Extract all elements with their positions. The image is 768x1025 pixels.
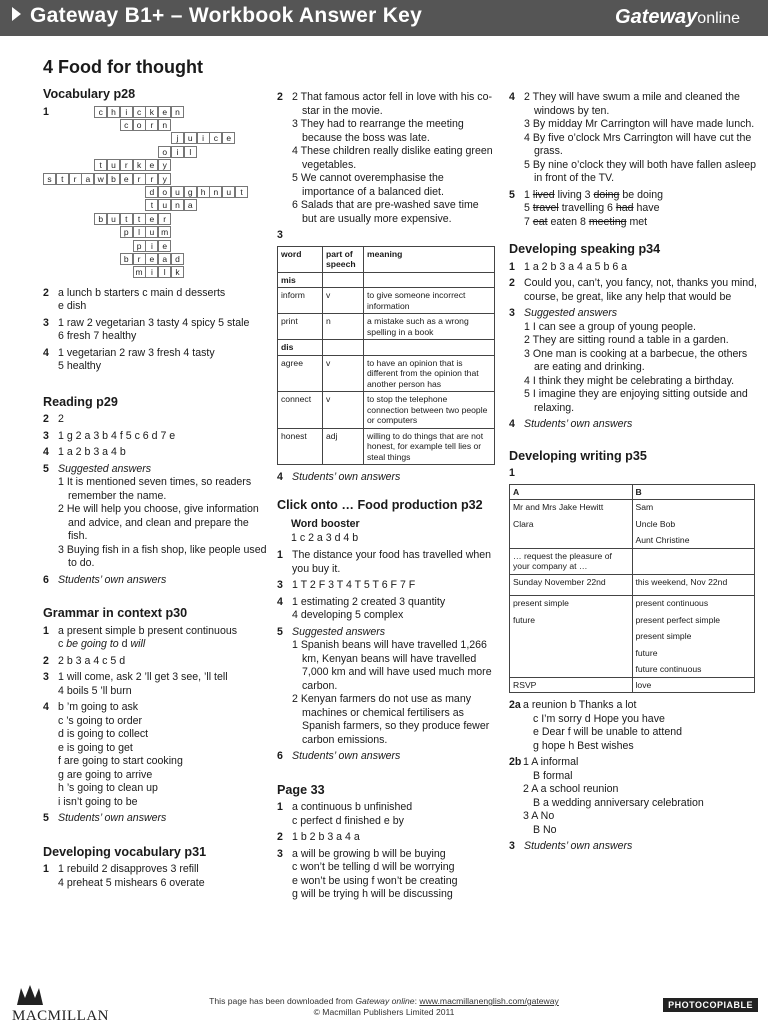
column-left: Vocabulary p28 1 c h i c k e n c o r n j u i c e o i l t u r k e y s t r a w b e r r y d o u g h n u t t u n a b u t t e r p l u m p i e b r e a d m i l k 2 a lunch b starters c main d desserts e dish 3 1 raw 2 vegetarian 3 tasty 4 spicy 5 stale 6 fresh 7 healthy 4 1 vegetarian 2 raw 3 fresh 4 tasty 5 healthy Reading p29 2 2 3 1 g 2 a 3 b 4 f 5 c 6 d 7 e 4 1 a 2 b 3 a 4 b 5 Suggested answers 1 It is mentioned seven times, so readers remember the name. 2 He will help you choose, give information and advice, and clean and prepare the fish. 3 Buying fish in a fish shop, like people used to do. 6 Students’ own answers Grammar in context p30 1 a present simple b present continuous c be going to d will 2 2 b 3 a 4 c 5 d 3 1 will come, ask 2 ’ll get 3 see, ’ll tell 4 boils 5 ’ll burn 4 b ’m going to ask c ’s going to order d is going to collect e is going to get f are going to start cooking g are going to arrive h ’s going to clean up i isn’t going to be 5 Students’ own answers Developing vocabulary p31 1 1 rebuild 2 disapproves 3 refill 4 preheat 5 mishears 6 overate bbox=[43, 87, 267, 889]
crossword-cell: p bbox=[120, 226, 133, 238]
crossword-cell: l bbox=[184, 146, 197, 158]
crossword-cell: b bbox=[94, 213, 107, 225]
table-row: Sunday November 22nd this weekend, Nov 22nd bbox=[510, 574, 755, 596]
exercise-2: 2 Could you, can’t, you fancy, not, thanks you mind, course, be great, like any help that would be bbox=[509, 277, 757, 303]
prefix-table bbox=[277, 246, 495, 466]
crossword-cell: r bbox=[145, 173, 158, 185]
exercise-1: 1 bbox=[509, 467, 515, 479]
footer bbox=[0, 982, 768, 1024]
exercise-6: 6 Students’ own answers bbox=[277, 750, 401, 762]
exercise-4: 4 2 They will have swum a mile and cleaned the windows by ten. 3 By midday Mr Carrington will have made lunch. 4 By five o’clock Mrs Carrington will have cut the grass. 5 By nine o’clock they will both have fallen asleep in front of the TV. bbox=[509, 91, 757, 184]
crossword-cell: u bbox=[107, 159, 120, 171]
table-header: A bbox=[510, 484, 633, 500]
header-bar bbox=[0, 0, 768, 36]
website-link[interactable]: www.macmillanenglish.com/gateway bbox=[419, 996, 559, 1006]
crossword-cell: u bbox=[171, 186, 184, 198]
crossword-cell: i bbox=[145, 266, 158, 278]
triangle-right-icon bbox=[12, 7, 21, 21]
crossword-cell: t bbox=[145, 199, 158, 211]
exercise-3: 3 a will be growing b will be buying c won’t be telling d will be worrying e won’t be using f won’t be creating g will be trying h will be discussing bbox=[277, 847, 458, 900]
gateway-logo bbox=[615, 6, 740, 29]
crossword-cell: u bbox=[107, 213, 120, 225]
section-title-reading: Reading p29 bbox=[43, 394, 118, 409]
crossword-cell: n bbox=[209, 186, 222, 198]
exercise-1: 1 The distance your food has travelled when you buy it. bbox=[277, 549, 492, 575]
crossword-cell: r bbox=[145, 119, 158, 131]
crossword-cell: d bbox=[171, 253, 184, 265]
exercise-5: 5 Students’ own answers bbox=[43, 812, 167, 824]
title-text: Gateway B1+ – Workbook Answer Key bbox=[30, 4, 423, 27]
crossword-cell: o bbox=[158, 146, 171, 158]
exercise-6: 6 Students’ own answers bbox=[43, 573, 167, 586]
table-header: word bbox=[278, 246, 323, 272]
crossword-cell: u bbox=[145, 226, 158, 238]
invitation-table bbox=[509, 484, 755, 694]
word-booster: Word booster 1 c 2 a 3 d 4 b bbox=[291, 518, 360, 544]
crossword-cell: y bbox=[158, 159, 171, 171]
crossword-cell: e bbox=[145, 159, 158, 171]
publisher-name: MACMILLAN bbox=[12, 1008, 109, 1024]
crossword-cell: c bbox=[209, 132, 222, 144]
crossword-cell: j bbox=[171, 132, 184, 144]
crossword-cell: u bbox=[184, 132, 197, 144]
crossword-cell: a bbox=[158, 253, 171, 265]
exercise-2: 2 2 That famous actor fell in love with his co-star in the movie. 3 They had to rearrange the meeting because the boss was late. 4 These children really dislike eating green vegetables. 5 We cannot overemphasise the importance of a balanced diet. 6 Salads that are pre-washed save time but are usually more expensive. bbox=[277, 91, 493, 225]
exercise-4: 4 1 a 2 b 3 a 4 b bbox=[43, 446, 126, 458]
table-row: print n a mistake such as a wrong spelling in a book bbox=[278, 314, 495, 340]
table-header: B bbox=[632, 484, 755, 500]
table-row: Mr and Mrs Jake Hewitt Clara Sam Uncle Bob Aunt Christine bbox=[510, 500, 755, 549]
crossword-cell: n bbox=[171, 106, 184, 118]
exercise-3: 3 Students’ own answers bbox=[509, 840, 633, 852]
exercise-3: 3 1 T 2 F 3 T 4 T 5 T 6 F 7 F bbox=[277, 579, 416, 591]
exercise-1: 1 a present simple b present continuous c be going to d will bbox=[43, 624, 238, 650]
unit-title: 4 Food for thought bbox=[43, 57, 203, 77]
crossword-cell: t bbox=[94, 159, 107, 171]
crossword-cell: u bbox=[158, 199, 171, 211]
table-row: agree v to have an opinion that is different from the opinion that another person has bbox=[278, 355, 495, 392]
crossword-cell: i bbox=[197, 132, 210, 144]
exercise-3: 3 Suggested answers 1 I can see a group of young people. 2 They are sitting round a table in a garden. 3 One man is cooking at a barbecue, the others are eating and drinking. 4 I think they might be celebrating a birthday. 5 I imagine they are enjoying sitting outside and relaxing. bbox=[509, 307, 748, 414]
exercise-1: 1 a continuous b unfinished c perfect d finished e by bbox=[277, 801, 413, 827]
crossword-cell: k bbox=[145, 106, 158, 118]
exercise-5: 5 Suggested answers 1 It is mentioned seven times, so readers remember the name. 2 He will help you choose, give information and advice, and clean and prepare the fish. 3 Buying fish in a fish shop, like people used to do. bbox=[43, 462, 267, 569]
exercise-2b: 2b 1 A informal B formal 2 A a school reunion B a wedding anniversary celebration 3 A No B No bbox=[509, 756, 704, 836]
section-title-grammar: Grammar in context p30 bbox=[43, 606, 188, 620]
crossword-cell: o bbox=[133, 119, 146, 131]
crossword-cell: p bbox=[133, 240, 146, 252]
crossword-cell: d bbox=[145, 186, 158, 198]
crossword-cell: y bbox=[158, 173, 171, 185]
exercise-3: 3 1 g 2 a 3 b 4 f 5 c 6 d 7 e bbox=[43, 429, 176, 442]
crossword-cell: r bbox=[120, 159, 133, 171]
table-header: meaning bbox=[364, 246, 495, 272]
table-row: … request the pleasure of your company at … bbox=[510, 548, 755, 574]
exercise-4: 4 Students’ own answers bbox=[277, 471, 401, 483]
photocopiable-badge: PHOTOCOPIABLE bbox=[663, 998, 758, 1012]
exercise-1: 1 1 rebuild 2 disapproves 3 refill 4 preheat 5 mishears 6 overate bbox=[43, 863, 205, 889]
crossword-cell: e bbox=[145, 253, 158, 265]
section-title-developing-speaking: Developing speaking p34 bbox=[509, 242, 661, 256]
crossword-cell: s bbox=[43, 173, 56, 185]
document-title bbox=[12, 4, 422, 28]
table-row: RSVP love bbox=[510, 677, 755, 693]
crossword-cell: k bbox=[171, 266, 184, 278]
exercise-4: 4 1 vegetarian 2 raw 3 fresh 4 tasty 5 healthy bbox=[43, 346, 215, 372]
table-row: dis bbox=[278, 340, 495, 356]
exercise-2: 2 2 bbox=[43, 413, 64, 425]
crossword-cell: e bbox=[120, 173, 133, 185]
exercise-5: 5 Suggested answers 1 Spanish beans will have travelled 1,266 km, Kenyan beans will have travelled 7,000 km and will have used much more carbon. 2 Kenyan farmers do not use as many machines or chemical fertilisers as Spanish farmers, so they produce fewer carbon emissions. bbox=[277, 625, 492, 746]
crossword-cell: a bbox=[81, 173, 94, 185]
crossword-cell: t bbox=[235, 186, 248, 198]
crossword-cell: r bbox=[133, 253, 146, 265]
crossword-cell: c bbox=[133, 106, 146, 118]
crossword-cell: l bbox=[133, 226, 146, 238]
exercise-3: 3 bbox=[277, 229, 283, 241]
section-title-developing-writing: Developing writing p35 bbox=[509, 448, 647, 463]
crossword-cell: k bbox=[133, 159, 146, 171]
crossword-cell: b bbox=[120, 253, 133, 265]
exercise-4: 4 Students’ own answers bbox=[509, 418, 633, 430]
crossword-cell: i bbox=[120, 106, 133, 118]
exercise-5: 5 1 lived living 3 doing be doing 5 travel travelling 6 had have 7 eat eaten 8 meeting met bbox=[509, 188, 664, 228]
exercise-2: 2 1 b 2 b 3 a 4 a bbox=[277, 831, 360, 843]
crossword-cell: a bbox=[184, 199, 197, 211]
table-row: inform v to give someone incorrect information bbox=[278, 288, 495, 314]
crossword-cell: e bbox=[158, 106, 171, 118]
crossword-cell: l bbox=[158, 266, 171, 278]
section-title-click-onto: Click onto … Food production p32 bbox=[277, 497, 483, 512]
crossword-cell: r bbox=[158, 213, 171, 225]
table-row: present simple future present continuous present perfect simple present simple future future continuous bbox=[510, 596, 755, 678]
crossword-cell: n bbox=[171, 199, 184, 211]
exercise-3: 3 1 will come, ask 2 ’ll get 3 see, ’ll tell 4 boils 5 ’ll burn bbox=[43, 671, 228, 697]
crossword-cell: e bbox=[222, 132, 235, 144]
exercise-2: 2 a lunch b starters c main d desserts e dish bbox=[43, 286, 226, 312]
crossword-cell: g bbox=[184, 186, 197, 198]
crossword-cell: u bbox=[222, 186, 235, 198]
exercise-2a: 2a a reunion b Thanks a lot c I’m sorry d Hope you have e Dear f will be unable to attend g hope h Best wishes bbox=[509, 699, 682, 752]
crossword-cell: i bbox=[171, 146, 184, 158]
table-header: part of speech bbox=[323, 246, 364, 272]
crossword-cell: n bbox=[158, 119, 171, 131]
crossword-cell: o bbox=[158, 186, 171, 198]
exercise-3: 3 1 raw 2 vegetarian 3 tasty 4 spicy 5 stale 6 fresh 7 healthy bbox=[43, 316, 250, 342]
crossword-cell: e bbox=[158, 240, 171, 252]
crossword-cell: i bbox=[145, 240, 158, 252]
logo-suffix: online bbox=[697, 10, 740, 27]
download-notice: This page has been downloaded from Gateway online: www.macmillanenglish.com/gateway © Macmillan Publishers Limited 2011 bbox=[209, 996, 559, 1017]
column-middle bbox=[277, 91, 495, 905]
table-row: connect v to stop the telephone connection between two people or computers bbox=[278, 392, 495, 429]
exercise-4: 4 1 estimating 2 created 3 quantity 4 developing 5 complex bbox=[277, 595, 446, 621]
crossword-cell: b bbox=[107, 173, 120, 185]
table-row: mis bbox=[278, 272, 495, 288]
exercise-4: 4 b ’m going to ask c ’s going to order d is going to collect e is going to get f are going to start cooking g are going to arrive h ’s going to clean up i isn’t going to be bbox=[43, 701, 183, 808]
exercise-2: 2 2 b 3 a 4 c 5 d bbox=[43, 654, 126, 667]
crossword-cell: c bbox=[120, 119, 133, 131]
crossword-cell: h bbox=[197, 186, 210, 198]
crossword-cell: t bbox=[133, 213, 146, 225]
crossword-cell: t bbox=[120, 213, 133, 225]
crossword-cell: h bbox=[107, 106, 120, 118]
crossword-cell: r bbox=[133, 173, 146, 185]
section-title-vocabulary: Vocabulary p28 bbox=[43, 87, 136, 101]
crossword-cell: w bbox=[94, 173, 107, 185]
exercise-1: 1 1 a 2 b 3 a 4 a 5 b 6 a bbox=[509, 260, 628, 273]
crossword-grid bbox=[43, 106, 268, 281]
logo-word: Gateway bbox=[615, 6, 698, 28]
table-row: honest adj willing to do things that are not honest, for example tell lies or steal things bbox=[278, 428, 495, 465]
section-title-page-33: Page 33 bbox=[277, 782, 325, 797]
crossword-cell: m bbox=[158, 226, 171, 238]
crossword-cell: e bbox=[145, 213, 158, 225]
crossword-cell: m bbox=[133, 266, 146, 278]
crossword-cell: r bbox=[69, 173, 82, 185]
crossword-cell: c bbox=[94, 106, 107, 118]
section-title-developing-vocabulary: Developing vocabulary p31 bbox=[43, 844, 207, 859]
column-right bbox=[509, 91, 757, 857]
crossword-cell: t bbox=[56, 173, 69, 185]
